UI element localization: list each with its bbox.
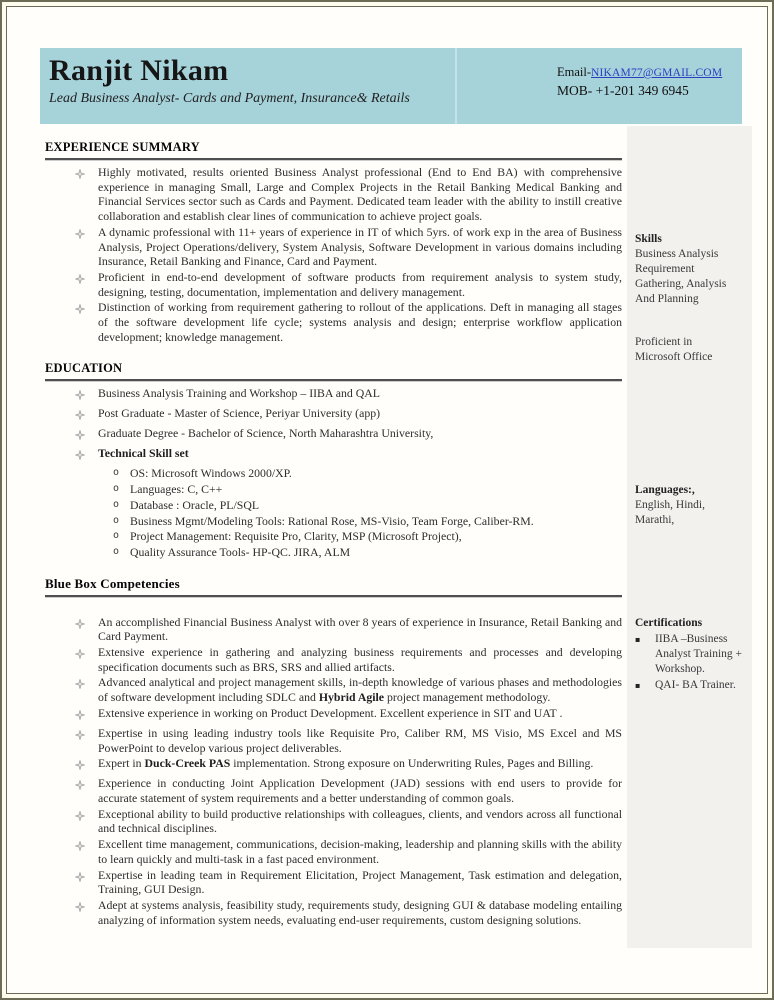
bullet-text: Excellent time management, communications, decision-making, leadership and planning skills with the ability to learn quickly and multi-task in a fast paced environment. [98,837,622,866]
star-bullet-icon [75,270,98,299]
star-bullet-icon [75,645,98,674]
section-heading: EXPERIENCE SUMMARY [45,140,200,154]
star-bullet-icon [75,807,98,836]
list-item [45,498,622,513]
list-item [45,645,622,674]
star-bullet-icon [75,165,98,224]
list-item [45,615,622,644]
bullet-text: Exceptional ability to build productive relationships with colleagues, clients, and vendors across all functional and technical disciplines. [98,806,622,836]
list-item [45,807,622,836]
list-item [45,545,622,560]
sidebar-text-line: Marathi, [635,514,675,526]
list-item [45,726,622,755]
bullet-text: Extensive experience in gathering and analyzing business requirements and processes and developing specification documents such as BRS, SRS and allied artifacts. [98,645,622,674]
square-bullet-icon: ▪ [635,635,641,644]
section-heading: EDUCATION [45,361,123,376]
mobile-number: MOB- +1-201 349 6945 [557,83,689,98]
bullet-text: Post Graduate - Master of Science, Periyar University (app) [98,406,381,421]
bullet-text: Expert in Duck-Creek PAS implementation. Strong exposure on Underwriting Rules, Pages and Billing. [98,756,594,771]
star-bullet-icon [75,300,98,344]
circle-bullet-icon: o [113,498,120,510]
bullet-list [45,165,622,344]
bullet-text: Business Mgmt/Modeling Tools: Rational Rose, MS-Visio, Team Forge, Caliber-RM. [130,513,534,528]
section-rule [45,158,622,161]
bullet-text: Expertise in leading team in Requirement Elicitation, Project Management, Task estimation and delegation, Training, GUI Design. [98,867,622,897]
sidebar-block-skills [635,232,748,307]
sidebar-bullet-text: IIBA –Business Analyst Training + Workshop. [655,633,742,675]
star-bullet-icon [75,726,98,755]
star-bullet-icon [75,706,98,725]
bullet-text: Proficient in end-to-end development of software products from requirement analysis to system study, designing, testing, documentation, implementation and delivery management. [98,269,622,299]
star-bullet-icon [75,615,98,644]
circle-bullet-icon: o [113,514,120,526]
bullet-text: Experience in conducting Joint Application Development (JAD) sessions with end users to provide for accurate statement of system requirements and a better understanding of common goals. [98,776,622,805]
list-item [45,300,622,344]
list-item [45,756,622,775]
bullet-text: An accomplished Financial Business Analyst with over 8 years of experience in Insurance, Retail Banking and Card Payment. [98,614,622,644]
list-item [45,466,622,481]
circle-bullet-icon: o [113,467,120,479]
list-item [45,406,622,425]
star-bullet-icon [75,225,98,269]
candidate-name: Ranjit Nikam [49,54,229,87]
header-identity [40,48,455,124]
list-item [45,529,622,544]
sidebar-bullet-item [635,678,748,693]
sidebar-block-text1 [635,335,748,365]
bullet-text: Highly motivated, results oriented Business Analyst professional (End to End BA) with comprehensive experience in managing Small, Large and Complex Projects in the Retail Banking Medical Banking and Financial Services sector such as Cards and Payment. Dedicated team leader with the ability to instill creative collaboration and establish clear lines of communication to achieve project goals. [98,165,622,224]
bullet-text: Adept at systems analysis, feasibility study, requirements study, designing GUI & database modeling entailing analyzing of information system needs, evaluating end-user requirements, custom designing solutions. [98,897,622,927]
email-link[interactable]: NIKAM77@GMAIL.COM [591,67,723,79]
sidebar-block-certifications [635,616,748,693]
bullet-text: Technical Skill set [98,446,189,461]
email-label: Email- [557,65,592,79]
bullet-text: A dynamic professional with 11+ years of experience in IT of which 5yrs. of work exp in the area of Business Analysis, Project Operations/delivery, System Analysis, Software Development in various domains including Insurance, Retail Banking and Finance, Card and Payment. [98,224,622,269]
sidebar-heading: Certifications [635,617,703,629]
sidebar-bullet-text: QAI- BA Trainer. [655,679,736,691]
header-contact [457,48,742,124]
star-bullet-icon [75,426,98,445]
list-item [45,776,622,805]
list-item [45,898,622,927]
candidate-title: Lead Business Analyst- Cards and Payment, Insurance& Retails [49,91,410,106]
bullet-text: Quality Assurance Tools- HP-QC. JIRA, ALM [130,544,351,559]
list-item [45,706,622,725]
bullet-text: Expertise in using leading industry tools like Requisite Pro, Caliber RM, MS Visio, MS Excel and MS PowerPoint to develop various project deliverables. [98,725,622,755]
bullet-text: Database : Oracle, PL/SQL [130,497,260,512]
star-bullet-icon [75,446,98,465]
sidebar-block-languages [635,483,748,528]
list-item [45,446,622,465]
circle-bullet-icon: o [113,545,120,557]
star-bullet-icon [75,675,98,704]
sidebar-text-line: Business Analysis [635,248,719,260]
list-item [45,386,622,405]
list-item [45,426,622,445]
bullet-list [45,386,622,559]
sidebar-text-line: Requirement [635,263,695,275]
bullet-text: Graduate Degree - Bachelor of Science, North Maharashtra University, [98,426,434,441]
list-item [45,837,622,866]
circle-bullet-icon: o [113,530,120,542]
section-heading: Blue Box Competencies [45,575,180,591]
sidebar-text-line: Microsoft Office [635,351,713,363]
section-rule [45,379,622,382]
sidebar-heading: Skills [635,233,662,245]
sidebar-bullet-item [635,632,748,677]
sidebar-text-line: And Planning [635,293,699,305]
right-sidebar [627,126,752,948]
resume-header [40,48,742,124]
sidebar-text-line: Proficient in [635,336,693,348]
star-bullet-icon [75,406,98,425]
square-bullet-icon: ▪ [635,681,641,690]
bullet-text: Languages: C, C++ [130,482,223,497]
circle-bullet-icon: o [113,483,120,495]
list-item [45,675,622,704]
star-bullet-icon [75,868,98,897]
bullet-text: OS: Microsoft Windows 2000/XP. [130,466,292,481]
main-content [45,140,622,928]
star-bullet-icon [75,776,98,805]
star-bullet-icon [75,386,98,405]
list-item [45,165,622,224]
list-item [45,514,622,529]
section-education [45,361,622,559]
bullet-text: Extensive experience in working on Product Development. Excellent experience in SIT and UAT . [98,705,563,720]
bullet-text: Business Analysis Training and Workshop – IIBA and QAL [98,386,380,401]
list-item [45,225,622,269]
bullet-text: Advanced analytical and project management skills, in-depth knowledge of various phases and methodologies of software development including SDLC and Hybrid Agile project management methodology. [98,675,622,705]
star-bullet-icon [75,756,98,775]
star-bullet-icon [75,898,98,927]
list-item [45,868,622,897]
sidebar-text-line: English, Hindi, [635,499,705,511]
bullet-text: Distinction of working from requirement gathering to rollout of the applications. Deft in managing all stages of the software development life cycle; systems analysis and design; enterprise workflow application development; knowledge management. [98,300,622,344]
sidebar-heading: Languages:, [635,484,695,496]
bullet-text: Project Management: Requisite Pro, Clarity, MSP (Microsoft Project), [130,529,462,544]
bullet-list [45,602,622,928]
email-line [557,65,736,80]
star-bullet-icon [75,837,98,866]
section-rule [45,595,622,598]
list-item [45,482,622,497]
list-item [45,270,622,299]
section-experience-summary [45,140,622,344]
sidebar-text-line: Gathering, Analysis [635,278,727,290]
section-blue-box-competencies [45,576,622,928]
